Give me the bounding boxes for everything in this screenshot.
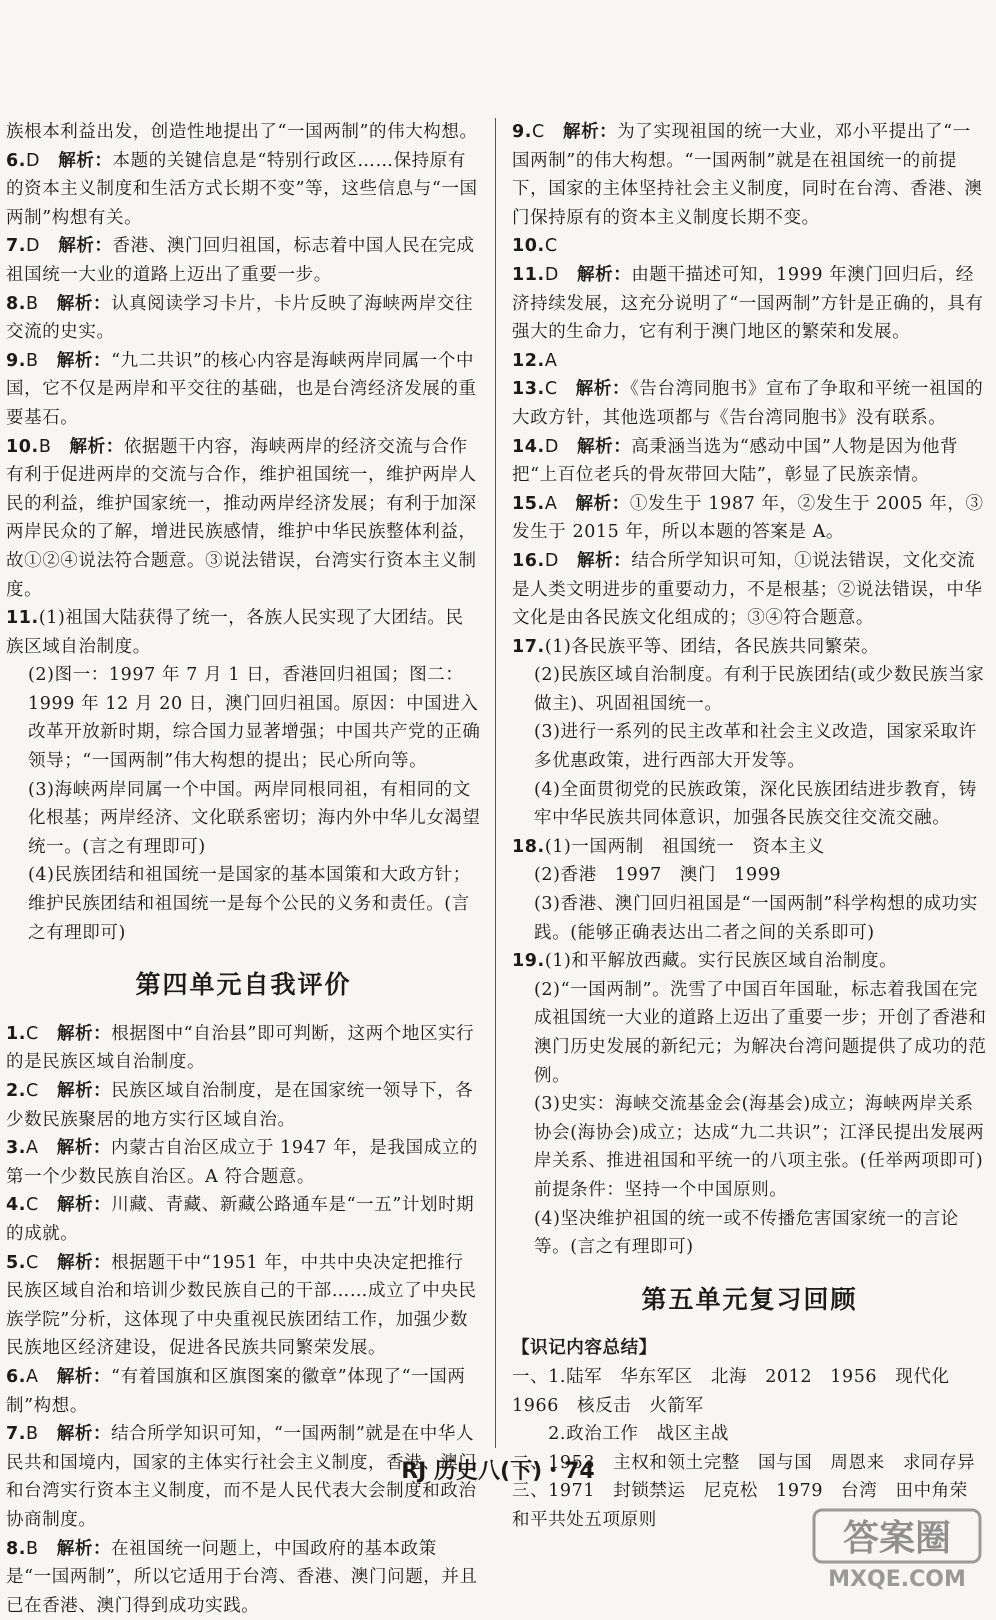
watermark-url: MXQE.COM xyxy=(828,1567,966,1592)
answer-text: 本题的关键信息是“特别行政区……保持原有的资本主义制度和生活方式长期不变”等，这些信息与“一国两制”构想有关。 xyxy=(6,151,478,228)
answer-choice: D xyxy=(545,551,559,571)
sub-answer: (2)图一：1997 年 7 月 1 日，香港回归祖国；图二：1999 年 12 月 20 日，澳门回归祖国。原因：中国进入改革开放新时期，综合国力显著增强；中国共产党的正确领导；“一国两制”伟大构想的提出；民心所向等。 xyxy=(6,661,481,775)
analysis-label: 解析： xyxy=(57,1195,111,1215)
answer-choice: C xyxy=(26,1253,39,1273)
watermark-text: 答案圈 xyxy=(843,1518,951,1559)
subsection-heading: 【识记内容总结】 xyxy=(512,1334,987,1363)
section-heading: 第四单元自我评价 xyxy=(6,971,481,1000)
answer-choice: C xyxy=(545,236,558,256)
answer-choice: B xyxy=(26,1539,39,1559)
analysis-label: 解析： xyxy=(57,1539,111,1559)
answer-item xyxy=(6,1134,481,1191)
sub-answer: (3)进行一系列的民主改革和社会主义改造，国家采取许多优惠政策，进行西部大开发等。 xyxy=(512,718,987,775)
question-number: 10. xyxy=(6,437,39,457)
answer-item xyxy=(6,147,481,233)
answer-choice: C xyxy=(26,1081,39,1101)
sub-answer: (4)全面贯彻党的民族政策，深化民族团结进步教育，铸牢中华民族共同体意识，加强各民族交往交流交融。 xyxy=(512,776,987,833)
answer-item xyxy=(6,604,481,661)
answer-text: (1)各民族平等、团结，各民族共同繁荣。 xyxy=(545,637,879,657)
analysis-label: 解析： xyxy=(57,1138,111,1158)
analysis-label: 解析： xyxy=(57,1081,111,1101)
sub-answer: (2)民族区域自治制度。有利于民族团结(或少数民族当家做主)、巩固祖国统一。 xyxy=(512,661,987,718)
answer-text: 《告台湾同胞书》宣布了争取和平统一祖国的大政方针，其他选项都与《告台湾同胞书》没有联系。 xyxy=(512,379,983,428)
answer-choice: C xyxy=(26,1024,39,1044)
answer-text: 认真阅读学习卡片，卡片反映了海峡两岸交往交流的史实。 xyxy=(6,294,473,343)
answer-text: (1)祖国大陆获得了统一，各族人民实现了大团结。民族区域自治制度。 xyxy=(6,608,464,657)
answer-text: 民族区域自治制度，是在国家统一领导下，各少数民族聚居的地方实行区域自治。 xyxy=(6,1081,473,1130)
question-number: 17. xyxy=(512,637,545,657)
left-column xyxy=(6,118,481,1620)
analysis-label: 解析： xyxy=(577,265,631,285)
question-number: 10. xyxy=(512,236,545,256)
answer-text: 香港、澳门回归祖国，标志着中国人民在完成祖国统一大业的道路上迈出了重要一步。 xyxy=(6,236,475,285)
question-number: 3. xyxy=(6,1138,26,1158)
analysis-label: 解析： xyxy=(57,1024,111,1044)
column-divider xyxy=(495,118,496,1448)
answer-item xyxy=(6,1535,481,1620)
question-number: 6. xyxy=(6,1367,26,1387)
question-number: 11. xyxy=(6,608,39,628)
answer-choice: B xyxy=(26,1424,39,1444)
sub-answer: (3)史实：海峡交流基金会(海基会)成立；海峡两岸关系协会(海协会)成立；达成“九二共识”；江泽民提出发展两岸关系、推进祖国和平统一的八项主张。(任举两项即可)前提条件：坚持一个中国原则。 xyxy=(512,1090,987,1204)
answer-item xyxy=(512,118,987,232)
answer-choice: A xyxy=(545,494,558,514)
question-number: 12. xyxy=(512,351,545,371)
answer-choice: B xyxy=(26,351,39,371)
answer-text: 依据题干内容，海峡两岸的经济交流与合作有利于促进两岸的交流与合作，维护祖国统一，维护两岸人民的利益，维护国家统一，推动两岸经济发展；有利于加深两岸民众的了解，增进民族感情，维护中华民族整体利益，故①②④说法符合题意。③说法错误，台湾实行资本主义制度。 xyxy=(6,437,477,600)
answer-item xyxy=(512,633,987,662)
question-number: 11. xyxy=(512,265,545,285)
answer-text: 结合所学知识可知，①说法错误，文化交流是人类文明进步的重要动力，不是根基；②说法错误，中华文化是由各民族文化组成的；③④符合题意。 xyxy=(512,551,983,628)
sub-answer: (4)民族团结和祖国统一是国家的基本国策和大政方针；维护民族团结和祖国统一是每个公民的义务和责任。(言之有理即可) xyxy=(6,861,481,947)
sub-answer: (2)香港 1997 澳门 1999 xyxy=(512,861,987,890)
answer-text: 由题干描述可知，1999 年澳门回归后，经济持续发展，这充分说明了“一国两制”方针是正确的，具有强大的生命力，它有利于澳门地区的繁荣和发展。 xyxy=(512,265,984,342)
watermark-logo xyxy=(812,1508,982,1592)
question-number: 15. xyxy=(512,494,545,514)
answer-choice: A xyxy=(545,351,558,371)
analysis-label: 解析： xyxy=(70,437,124,457)
answer-text: 根据图中“自治县”即可判断，这两个地区实行的是民族区域自治制度。 xyxy=(6,1024,474,1073)
answer-item xyxy=(512,261,987,347)
question-number: 16. xyxy=(512,551,545,571)
answer-text: 高秉涵当选为“感动中国”人物是因为他背把“上百位老兵的骨灰带回大陆”，彰显了民族亲情。 xyxy=(512,437,958,486)
analysis-label: 解析： xyxy=(577,437,631,457)
question-number: 8. xyxy=(6,1539,26,1559)
answer-text: 内蒙古自治区成立于 1947 年，是我国成立的第一个少数民族自治区。A 符合题意。 xyxy=(6,1138,478,1187)
analysis-label: 解析： xyxy=(57,1367,111,1387)
answer-text: 根据题干中“1951 年，中共中央决定把推行民族区域自治和培训少数民族自己的干部……成立了中央民族学院”分析，这体现了中央重视民族团结工作，加强少数民族地区经济建设，促进各民族共同繁荣发展。 xyxy=(6,1253,477,1359)
analysis-label: 解析： xyxy=(576,494,630,514)
answer-choice: C xyxy=(545,379,558,399)
question-number: 2. xyxy=(6,1081,26,1101)
answer-text: (1)和平解放西藏。实行民族区域自治制度。 xyxy=(545,951,897,971)
answer-item xyxy=(6,290,481,347)
sub-answer: (3)香港、澳门回归祖国是“一国两制”科学构想的成功实践。(能够正确表达出二者之间的关系即可) xyxy=(512,890,987,947)
answer-choice: D xyxy=(26,151,40,171)
question-number: 18. xyxy=(512,837,545,857)
answer-item xyxy=(512,547,987,633)
answer-item xyxy=(512,375,987,432)
answer-choice: B xyxy=(39,437,52,457)
analysis-label: 解析： xyxy=(576,379,630,399)
answer-item xyxy=(6,1191,481,1248)
analysis-label: 解析： xyxy=(58,236,112,256)
summary-line: 二、1953 主权和领土完整 国与国 周恩来 求同存异 xyxy=(512,1449,987,1478)
question-number: 7. xyxy=(6,236,26,256)
page-footer: RJ 历史八(下)・74 xyxy=(0,1454,996,1485)
summary-line: 2.政治工作 战区主战 xyxy=(512,1420,987,1449)
sub-answer: (3)海峡两岸同属一个中国。两岸同根同祖，有相同的文化根基；两岸经济、文化联系密切；海内外中华儿女渴望统一。(言之有理即可) xyxy=(6,776,481,862)
answer-item xyxy=(6,232,481,289)
answer-text: ①发生于 1987 年，②发生于 2005 年，③发生于 2015 年，所以本题的答案是 A。 xyxy=(512,494,984,543)
analysis-label: 解析： xyxy=(57,351,111,371)
question-number: 9. xyxy=(6,351,26,371)
analysis-label: 解析： xyxy=(563,122,617,142)
answer-text: (1)一国两制 祖国统一 资本主义 xyxy=(545,837,825,857)
answer-choice: D xyxy=(545,437,559,457)
analysis-label: 解析： xyxy=(57,1253,111,1273)
answer-item xyxy=(512,433,987,490)
answer-item xyxy=(6,347,481,433)
answer-item xyxy=(512,232,987,261)
question-number: 8. xyxy=(6,294,26,314)
answer-item xyxy=(512,833,987,862)
answer-choice: C xyxy=(26,1195,39,1215)
analysis-label: 解析： xyxy=(57,1424,111,1444)
answer-text: 川藏、青藏、新藏公路通车是“一五”计划时期的成就。 xyxy=(6,1195,474,1244)
answer-choice: C xyxy=(532,122,545,142)
answer-choice: B xyxy=(26,294,39,314)
answer-text: 为了实现祖国的统一大业，邓小平提出了“一国两制”的伟大构想。“一国两制”就是在祖国统一的前提下，国家的主体坚持社会主义制度，同时在台湾、香港、澳门保持原有的资本主义制度长期不变。 xyxy=(512,122,983,228)
answer-item xyxy=(512,347,987,376)
question-number: 19. xyxy=(512,951,545,971)
question-number: 7. xyxy=(6,1424,26,1444)
answer-item xyxy=(512,947,987,976)
summary-line: 三、1971 封锁禁运 尼克松 1979 台湾 田中角荣 和平共处五项原则 xyxy=(512,1477,987,1534)
answer-text: “有着国旗和区旗图案的徽章”体现了“一国两制”构想。 xyxy=(6,1367,465,1416)
answer-item xyxy=(6,433,481,605)
answer-choice: A xyxy=(26,1367,39,1387)
question-number: 4. xyxy=(6,1195,26,1215)
summary-line: 一、1.陆军 华东军区 北海 2012 1956 现代化 1966 核反击 火箭军 xyxy=(512,1363,987,1420)
question-number: 5. xyxy=(6,1253,26,1273)
answer-item xyxy=(512,490,987,547)
answer-text: “九二共识”的核心内容是海峡两岸同属一个中国，它不仅是两岸和平交往的基础，也是台湾经济发展的重要基石。 xyxy=(6,351,477,428)
answer-text: 在祖国统一问题上，中国政府的基本政策是“一国两制”，所以它适用于台湾、香港、澳门问题，并且已在香港、澳门得到成功实践。 xyxy=(6,1539,478,1616)
question-number: 14. xyxy=(512,437,545,457)
analysis-label: 解析： xyxy=(58,151,112,171)
answer-text: 结合所学知识可知，“一国两制”就是在中华人民共和国境内，国家的主体实行社会主义制度，香港、澳门和台湾实行资本主义制度，而不是人民代表大会制度和政治协商制度。 xyxy=(6,1424,477,1530)
answer-item xyxy=(6,1077,481,1134)
answer-choice: D xyxy=(26,236,40,256)
question-number: 1. xyxy=(6,1024,26,1044)
question-number: 9. xyxy=(512,122,532,142)
sub-answer: (2)“一国两制”。洗雪了中国百年国耻，标志着我国在完成祖国统一大业的道路上迈出了重要一步；开创了香港和澳门历史发展的新纪元；为解决台湾问题提供了成功的范例。 xyxy=(512,976,987,1090)
question-number: 13. xyxy=(512,379,545,399)
question-number: 6. xyxy=(6,151,26,171)
analysis-label: 解析： xyxy=(577,551,631,571)
answer-choice: A xyxy=(26,1138,39,1158)
answer-item xyxy=(6,1020,481,1077)
answer-item xyxy=(6,1249,481,1363)
continued-text: 族根本利益出发，创造性地提出了“一国两制”的伟大构想。 xyxy=(6,118,481,147)
section-heading: 第五单元复习回顾 xyxy=(512,1286,987,1315)
answer-item xyxy=(6,1363,481,1420)
analysis-label: 解析： xyxy=(57,294,111,314)
sub-answer: (4)坚决维护祖国的统一或不传播危害国家统一的言论等。(言之有理即可) xyxy=(512,1205,987,1262)
answer-choice: D xyxy=(545,265,559,285)
right-column xyxy=(512,118,987,1535)
